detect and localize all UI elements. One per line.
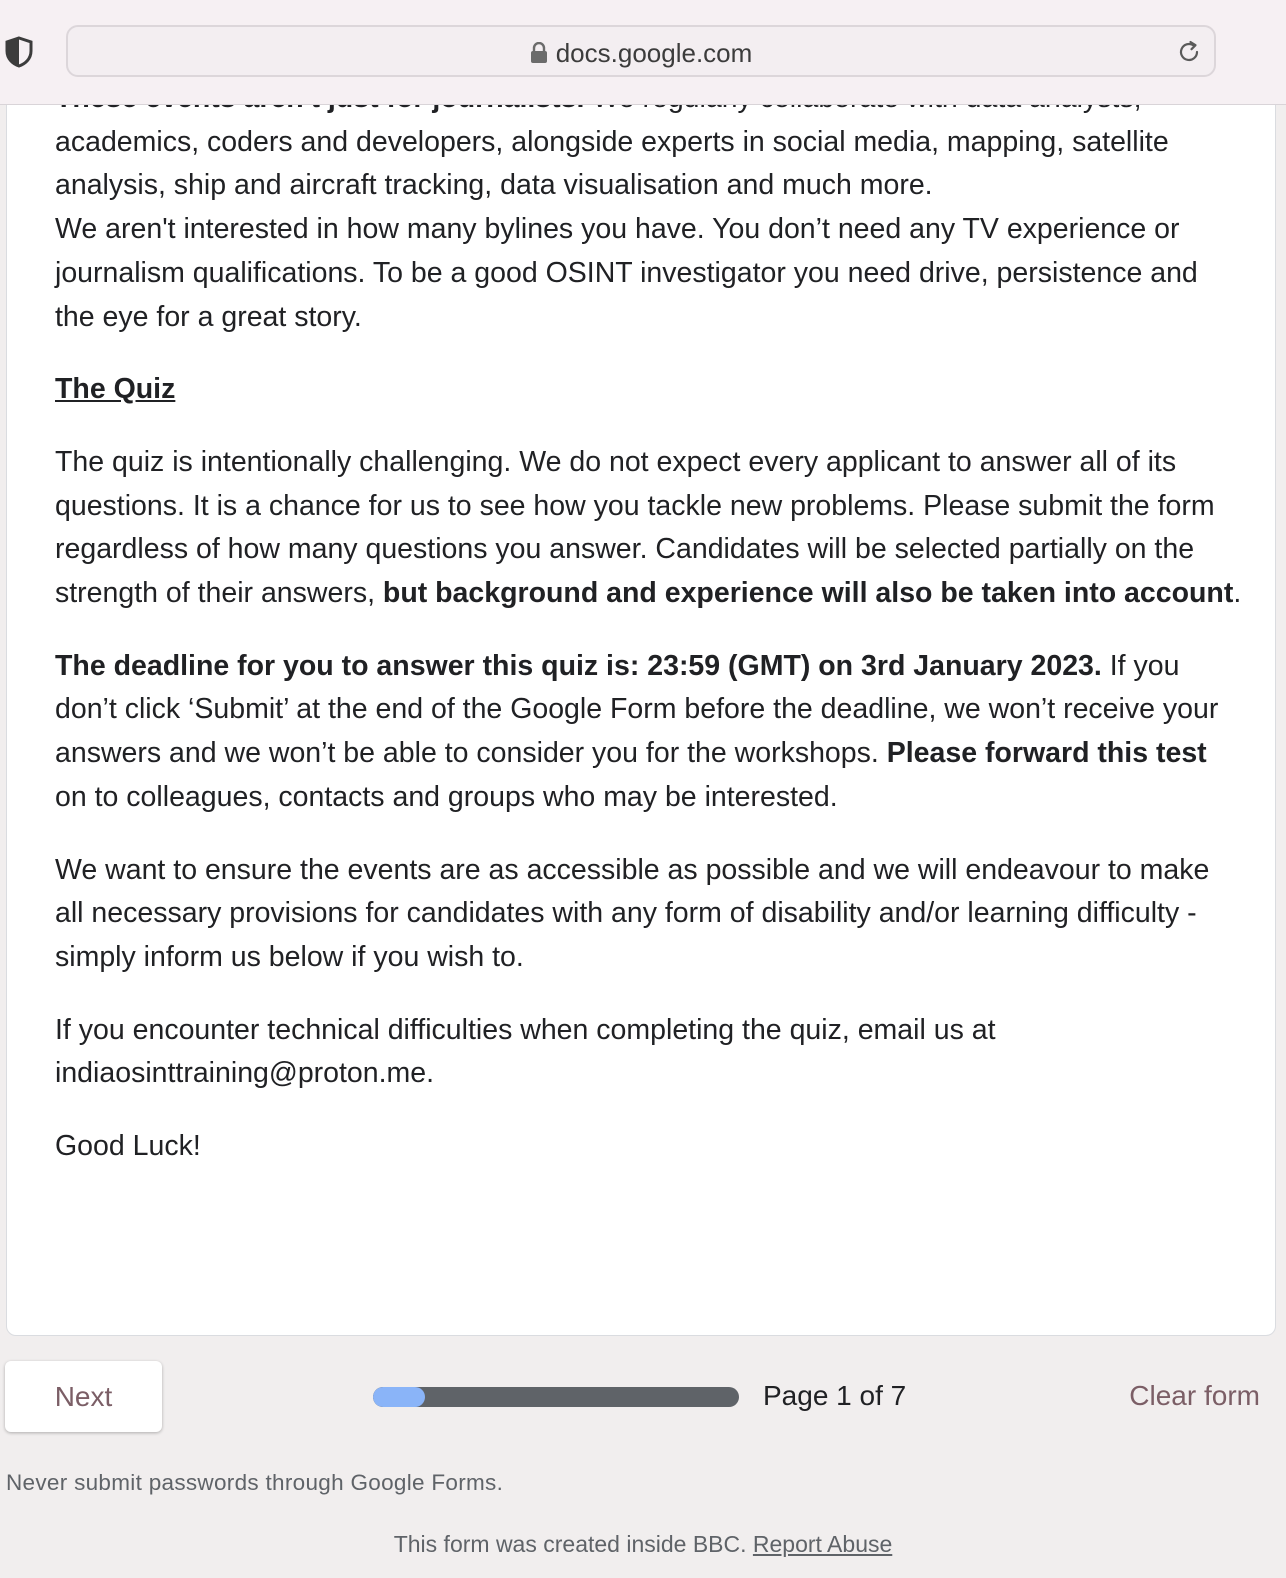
quiz-end: . (1233, 577, 1242, 610)
shield-icon[interactable] (4, 36, 34, 68)
password-warning: Never submit passwords through Google Forms. (6, 1470, 504, 1495)
progress-bar-fill (373, 1387, 425, 1407)
form-description (55, 77, 1245, 1169)
form-card (6, 60, 1276, 1336)
bylines-paragraph: We aren't interested in how many bylines you have. You don’t need any TV experience or journalism qualifications. To be a good OSINT investigator you need drive, persistence and the eye for a great story. (55, 213, 1198, 333)
url-text: docs.google.com (555, 38, 753, 68)
forward-text: on to colleagues, contacts and groups who may be interested. (55, 780, 838, 813)
deadline-text: If you don’t click ‘Submit’ at the end of the Google Form before the deadline, we won’t receive your answers and we won’t be able to consider you for the workshops. (55, 649, 1219, 770)
intro-continued: academics, coders and developers, alongside experts in social media, mapping, satellite analysis, ship and aircraft tracking, data visualisation and much more. (55, 125, 1169, 202)
quiz-heading: The Quiz (55, 373, 176, 406)
created-notice (0, 1531, 1286, 1558)
clear-form-button[interactable]: Clear form (1129, 1380, 1260, 1411)
report-abuse-link[interactable]: Report Abuse (752, 1531, 893, 1557)
technical-paragraph: If you encounter technical difficulties when completing the quiz, email us at indiaosinttraining@proton.me. (55, 1013, 996, 1090)
next-button[interactable]: Next (5, 1361, 162, 1432)
browser-toolbar (0, 0, 1286, 105)
lock-icon (530, 40, 548, 71)
accessibility-paragraph: We want to ensure the events are as accessible as possible and we will endeavour to make all necessary provisions for candidates with any form of disability and/or learning difficulty - simply inform us below if you wish to. (55, 853, 1210, 973)
deadline-paragraph (55, 645, 1245, 820)
quiz-bold: but background and experience will also be taken into account (382, 577, 1234, 610)
good-luck-text: Good Luck! (55, 1130, 201, 1163)
address-bar[interactable] (66, 25, 1216, 77)
quiz-paragraph (55, 441, 1245, 616)
deadline-bold: The deadline for you to answer this quiz is: 23:59 (GMT) on 3rd January 2023. (55, 649, 1102, 682)
progress-bar (373, 1387, 739, 1407)
forward-bold: Please forward this test (886, 737, 1207, 770)
quiz-text: The quiz is intentionally challenging. We do not expect every applicant to answer all of its questions. It is a chance for us to see how you tackle new problems. Please submit the form regardless of how many questions you answer. Candidates will be selected partially on the strength of their answers, (55, 445, 1215, 610)
created-text: This form was created inside BBC. (393, 1531, 747, 1557)
reload-icon[interactable] (1176, 39, 1202, 70)
url-display (68, 38, 1214, 71)
page-indicator: Page 1 of 7 (763, 1380, 907, 1411)
